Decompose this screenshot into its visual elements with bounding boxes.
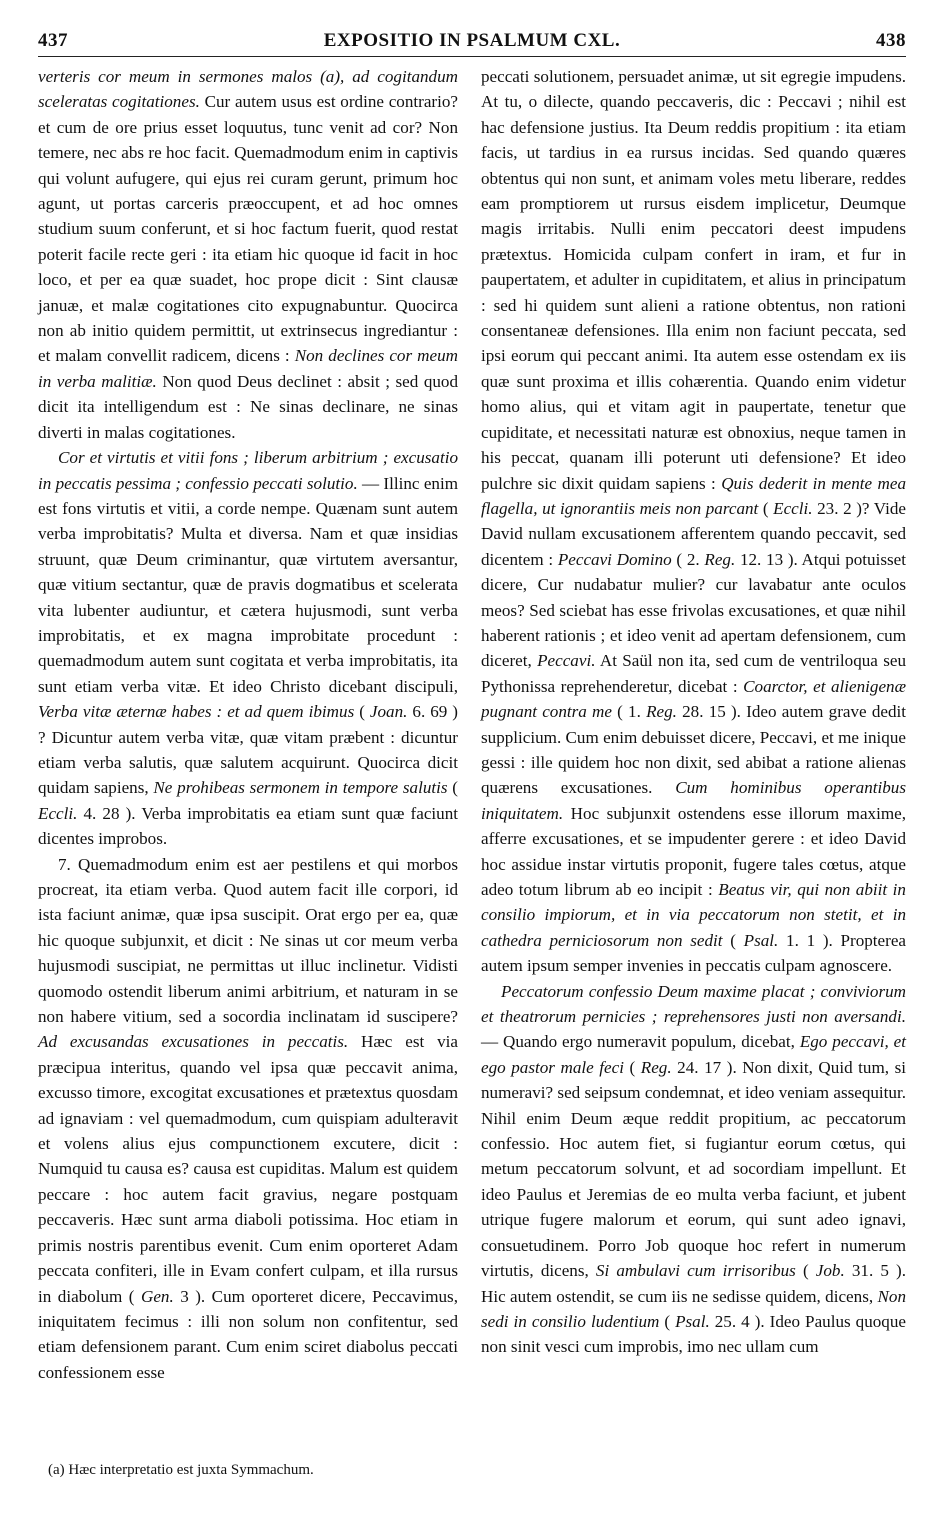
text-run: 12. 13 ). Atqui potuisset dicere, Cur nudabatur mulier? cur lavabatur ante oculos meos? Sed sciebat has esse frivolas excusationes, et quæ nihil haberent rationis ; et ideo venit ad apertam defensionem, cum diceret, — [481, 549, 906, 671]
text-run: — Quando ergo numeravit populum, dicebat, — [481, 1032, 800, 1052]
italic-run: Non sedi in consilio ludentium — [481, 1286, 906, 1331]
text-run: 6. 69 ) ? Dicuntur autem verba vitæ, quæ vitam præbent : dicuntur etiam verba salutis, quæ salutem acquirunt. Quocirca dicit quidam sapiens, — [38, 702, 458, 798]
italic-run: Peccavi. — [537, 651, 596, 671]
text-run: ( 2. — [671, 549, 705, 569]
italic-run: Reg. — [704, 549, 736, 569]
text-run: Non quod Deus declinet : absit ; sed quod dicit ita intelligendum est : Ne sinas declinare, ne sinas diverti in malas cogitationes. — [38, 371, 459, 442]
text-run: 31. 5 ). Hic autem ostendit, se cum iis ne sedisse quidem, dicens, — [481, 1261, 907, 1306]
paragraph — [38, 64, 458, 445]
italic-run: Quis dederit in mente mea flagella, ut ignorantiis meis non parcant — [481, 473, 906, 518]
text-run: — Illinc enim est fons virtutis et vitii, a corde nempe. Quænam sunt autem verba improbitatis? Multa et diversa. Nam et quæ insidias struunt, quæ Deum criminantur, quæ virtutem aversantur, quæ vitium sectantur, quæ de pravis dogmatibus et scelerata vita lubenter audiuntur, et cætera hujusmodi, sunt verba improbitatis, et ex magna improbitate procedunt : quemadmodum autem sunt cogitata et verba improbitatis, ita sunt etiam verba vitæ. Et ideo Christo dicebant discipuli, — [38, 473, 458, 696]
paragraph — [481, 979, 906, 1360]
paragraph — [38, 852, 458, 1386]
text-run: 23. 2 )? Vide David nullam excusationem afferentem quando peccavit, sed dicentem : — [481, 498, 906, 569]
page-number-left: 437 — [38, 30, 68, 51]
footnote: (a) Hæc interpretatio est juxta Symmachum. — [48, 1462, 314, 1478]
italic-run: Ad excusandas excusationes in peccatis. — [38, 1032, 349, 1052]
italic-run: Si ambulavi cum irrisoribus — [595, 1261, 796, 1281]
right-column — [481, 64, 906, 1360]
italic-run: Joan. — [369, 702, 408, 722]
paragraph — [481, 64, 906, 979]
italic-run: Beatus vir, qui non abiit in consilio impiorum, et in via peccatorum non stetit, et in cathedra perniciosorum non sedit — [481, 880, 906, 950]
text-run: ( — [354, 702, 370, 722]
text-run: 7. Quemadmodum enim est aer pestilens et qui morbos procreat, ita etiam verba. Quod autem facit ille corpori, id ista faciunt animæ, quæ ipsa suscipit. Orat ergo per ea, quæ hic quoque subjunxit, et dicit : Ne sinas ut cor meum verba hujusmodi suscipiat, ne permittas ut illuc inclinetur. Vidisti quomodo ostendit liberum animi arbitrium, et naturam in se non habere vitium, sed a socordia inclinatam id suscipere? — [38, 854, 458, 1027]
italic-run: Eccli. — [38, 803, 78, 823]
text-run: peccati solutionem, persuadet animæ, ut sit egregie impudens. At tu, o dilecte, quando peccaveris, dic : Peccavi ; nihil est hac defensione justius. Ita Deum reddis propitium : ita etiam facis, ut tardius in ea rursus incidas. Sed quando quæres obtentus qui non sunt, et animam voles metu liberare, reddes eam promptiorem ut rursus eisdem implicetur, Deumque magis irritabis. Nulli enim peccatori deest impudens prætextus. Homicida culpam confert in iram, et fur in paupertatem, et adulter in cupiditatem, et alius in principatum : sed hi quidem sunt alieni a ratione obtentus, non rationi consentaneæ defensiones. Illa enim non faciunt peccata, sed ipsi eorum qui peccant animi. Ita autem esse ostendam ex iis quæ sunt proxima et illis cohærentia. Quando enim videtur homo alius, qui et vitam agit in paupertate, tenetur que cupiditate, et necessitati naturæ est obnoxius, neque tamen in his peccat, quanam illi poterunt uti defensione? Et ideo pulchre sic dixit quidam sapiens : — [481, 67, 906, 493]
italic-run: Coarctor, et alienigenæ pugnant contra me — [481, 676, 906, 722]
text-run: Cur autem usus est ordine contrario? et cum de ore prius esset loquutus, tunc venit ad cor? Non temere, nec abs re hoc facit. Quemadmodum enim in captivis qui volunt aufugere, qui ejus rei curam gerunt, primum hoc agunt, ut portas carceris præoccupent, et ad hoc omnes studium suum conferunt, et si hoc factum fuerit, quod restat poterit facile recte geri : ita etiam hic quoque id facit in hoc loco, et per ea quæ suadet, hoc prope dicit : Sint clausæ januæ, et malæ cogitationes cito expugnabuntur. Quocirca non ab initio quidem permittit, ut extrinsecus ingrediantur : et malam convellit radicem, dicens : — [38, 92, 458, 366]
text-run: 1. 1 ). Propterea autem ipsum semper invenies in peccatis culpam agnoscere. — [481, 930, 906, 976]
italic-run: Gen. — [140, 1286, 174, 1306]
italic-run: Eccli. — [773, 498, 813, 518]
text-run: ( 1. — [611, 702, 647, 722]
italic-run: Psal. — [675, 1311, 710, 1331]
text-run: 25. 4 ). Ideo Paulus quoque non sinit vesci cum improbis, imo nec ullam cum — [481, 1311, 906, 1357]
text-run: Hoc subjunxit ostendens esse illorum maxime, afferre excusationes, et se impudenter gerere : et ideo David hoc assidue instar virtutis proponit, fugere tales cœtus, atque adeo totum librum ab eo incipit : — [481, 803, 906, 899]
text-run: ( — [795, 1261, 816, 1281]
left-column — [38, 64, 458, 1385]
italic-run: Cor et virtutis et vitii fons ; liberum arbitrium ; excusatio in peccatis pessima ; confessio peccati solutio. — [38, 448, 458, 493]
italic-run: Reg. — [646, 702, 677, 722]
page-number-right: 438 — [876, 30, 906, 51]
paragraph — [38, 445, 458, 852]
italic-run: Verba vitæ æternæ habes : et ad quem ibimus — [38, 702, 355, 722]
text-run: 3 ). Cum oporteret dicere, Peccavimus, iniquitatem fecimus : illi non solum non confitentur, sed etiam defensionem parant. Cum enim sciret diabolus peccati confessionem esse — [38, 1286, 458, 1382]
running-title: EXPOSITIO IN PSALMUM CXL. — [323, 30, 621, 51]
text-run: ( — [758, 498, 774, 518]
text-run: ( — [447, 778, 459, 798]
italic-run: Job. — [815, 1261, 845, 1281]
italic-run: Reg. — [640, 1057, 672, 1077]
text-run: 4. 28 ). Verba improbitatis ea etiam sunt quæ faciunt dicentes improbos. — [38, 803, 458, 849]
text-run: ( — [722, 930, 744, 950]
italic-run: verteris cor meum in sermones malos (a), ad cogitandum sceleratas cogitationes. — [38, 67, 458, 112]
text-run: ( — [623, 1057, 641, 1077]
italic-run: Peccatorum confessio Deum maxime placat ; conviviorum et theatrorum pernicies ; reprehensores justi non aversandi. — [481, 981, 906, 1027]
italic-run: Ne prohibeas sermonem in tempore salutis — [153, 778, 448, 798]
text-run: At Saül non ita, sed cum de ventriloqua seu Pythonissa reprehenderetur, dicebat : — [481, 651, 906, 696]
italic-run: Peccavi Domino — [557, 549, 672, 569]
text-run: 24. 17 ). Non dixit, Quid tum, si numeravi? sed seipsum condemnat, et ideo veniam assequitur. Nihil enim Deum æque reddit propitium, ac peccatorum confessio. Hoc autem fiet, si fugiantur eorum cœtus, qui metum peccatorum solvunt, et ad socordiam impellunt. Et ideo Paulus et Jeremias de eo multa verba faciunt, et jubent utrique fugere malorum et eorum, qui sunt adeo ignavi, consuetudinem. Porro Job quoque hoc refert in numerum virtutis, dicens, — [481, 1057, 906, 1281]
italic-run: Ego peccavi, et ego pastor male feci — [481, 1032, 906, 1077]
italic-run: Non declines cor meum in verba malitiæ. — [38, 346, 458, 391]
running-header — [38, 30, 906, 57]
italic-run: Cum hominibus operantibus iniquitatem. — [481, 778, 906, 823]
text-run: ( — [659, 1311, 676, 1331]
text-run: Hæc est via præcipua interitus, quando vel ipsa quæ peccavit anima, excusso timore, excogitat excusationes et prætextus quosdam ad ignaviam : vel quemadmodum, cum quispiam adulteravit et volens alius ejus compunctionem excutere, dicit : Numquid tu causa es? causa est cupiditas. Malum est quidem peccare : hoc autem facit gravius, negare postquam peccaveris. Hæc sunt arma diaboli potissima. Hoc etiam in primis nostris parentibus evenit. Cum enim oporteret Adam peccata confiteri, ille in Evam confert culpam, et illa rursus in diabolum ( — [38, 1032, 459, 1306]
italic-run: Psal. — [743, 930, 779, 950]
text-run: 28. 15 ). Ideo autem grave dedit supplicium. Cum enim debuisset dicere, Peccavi, et me inique gessi : ille quidem hoc non dixit, sed abibat a ratione alienas quærens excusationes. — [481, 702, 906, 798]
